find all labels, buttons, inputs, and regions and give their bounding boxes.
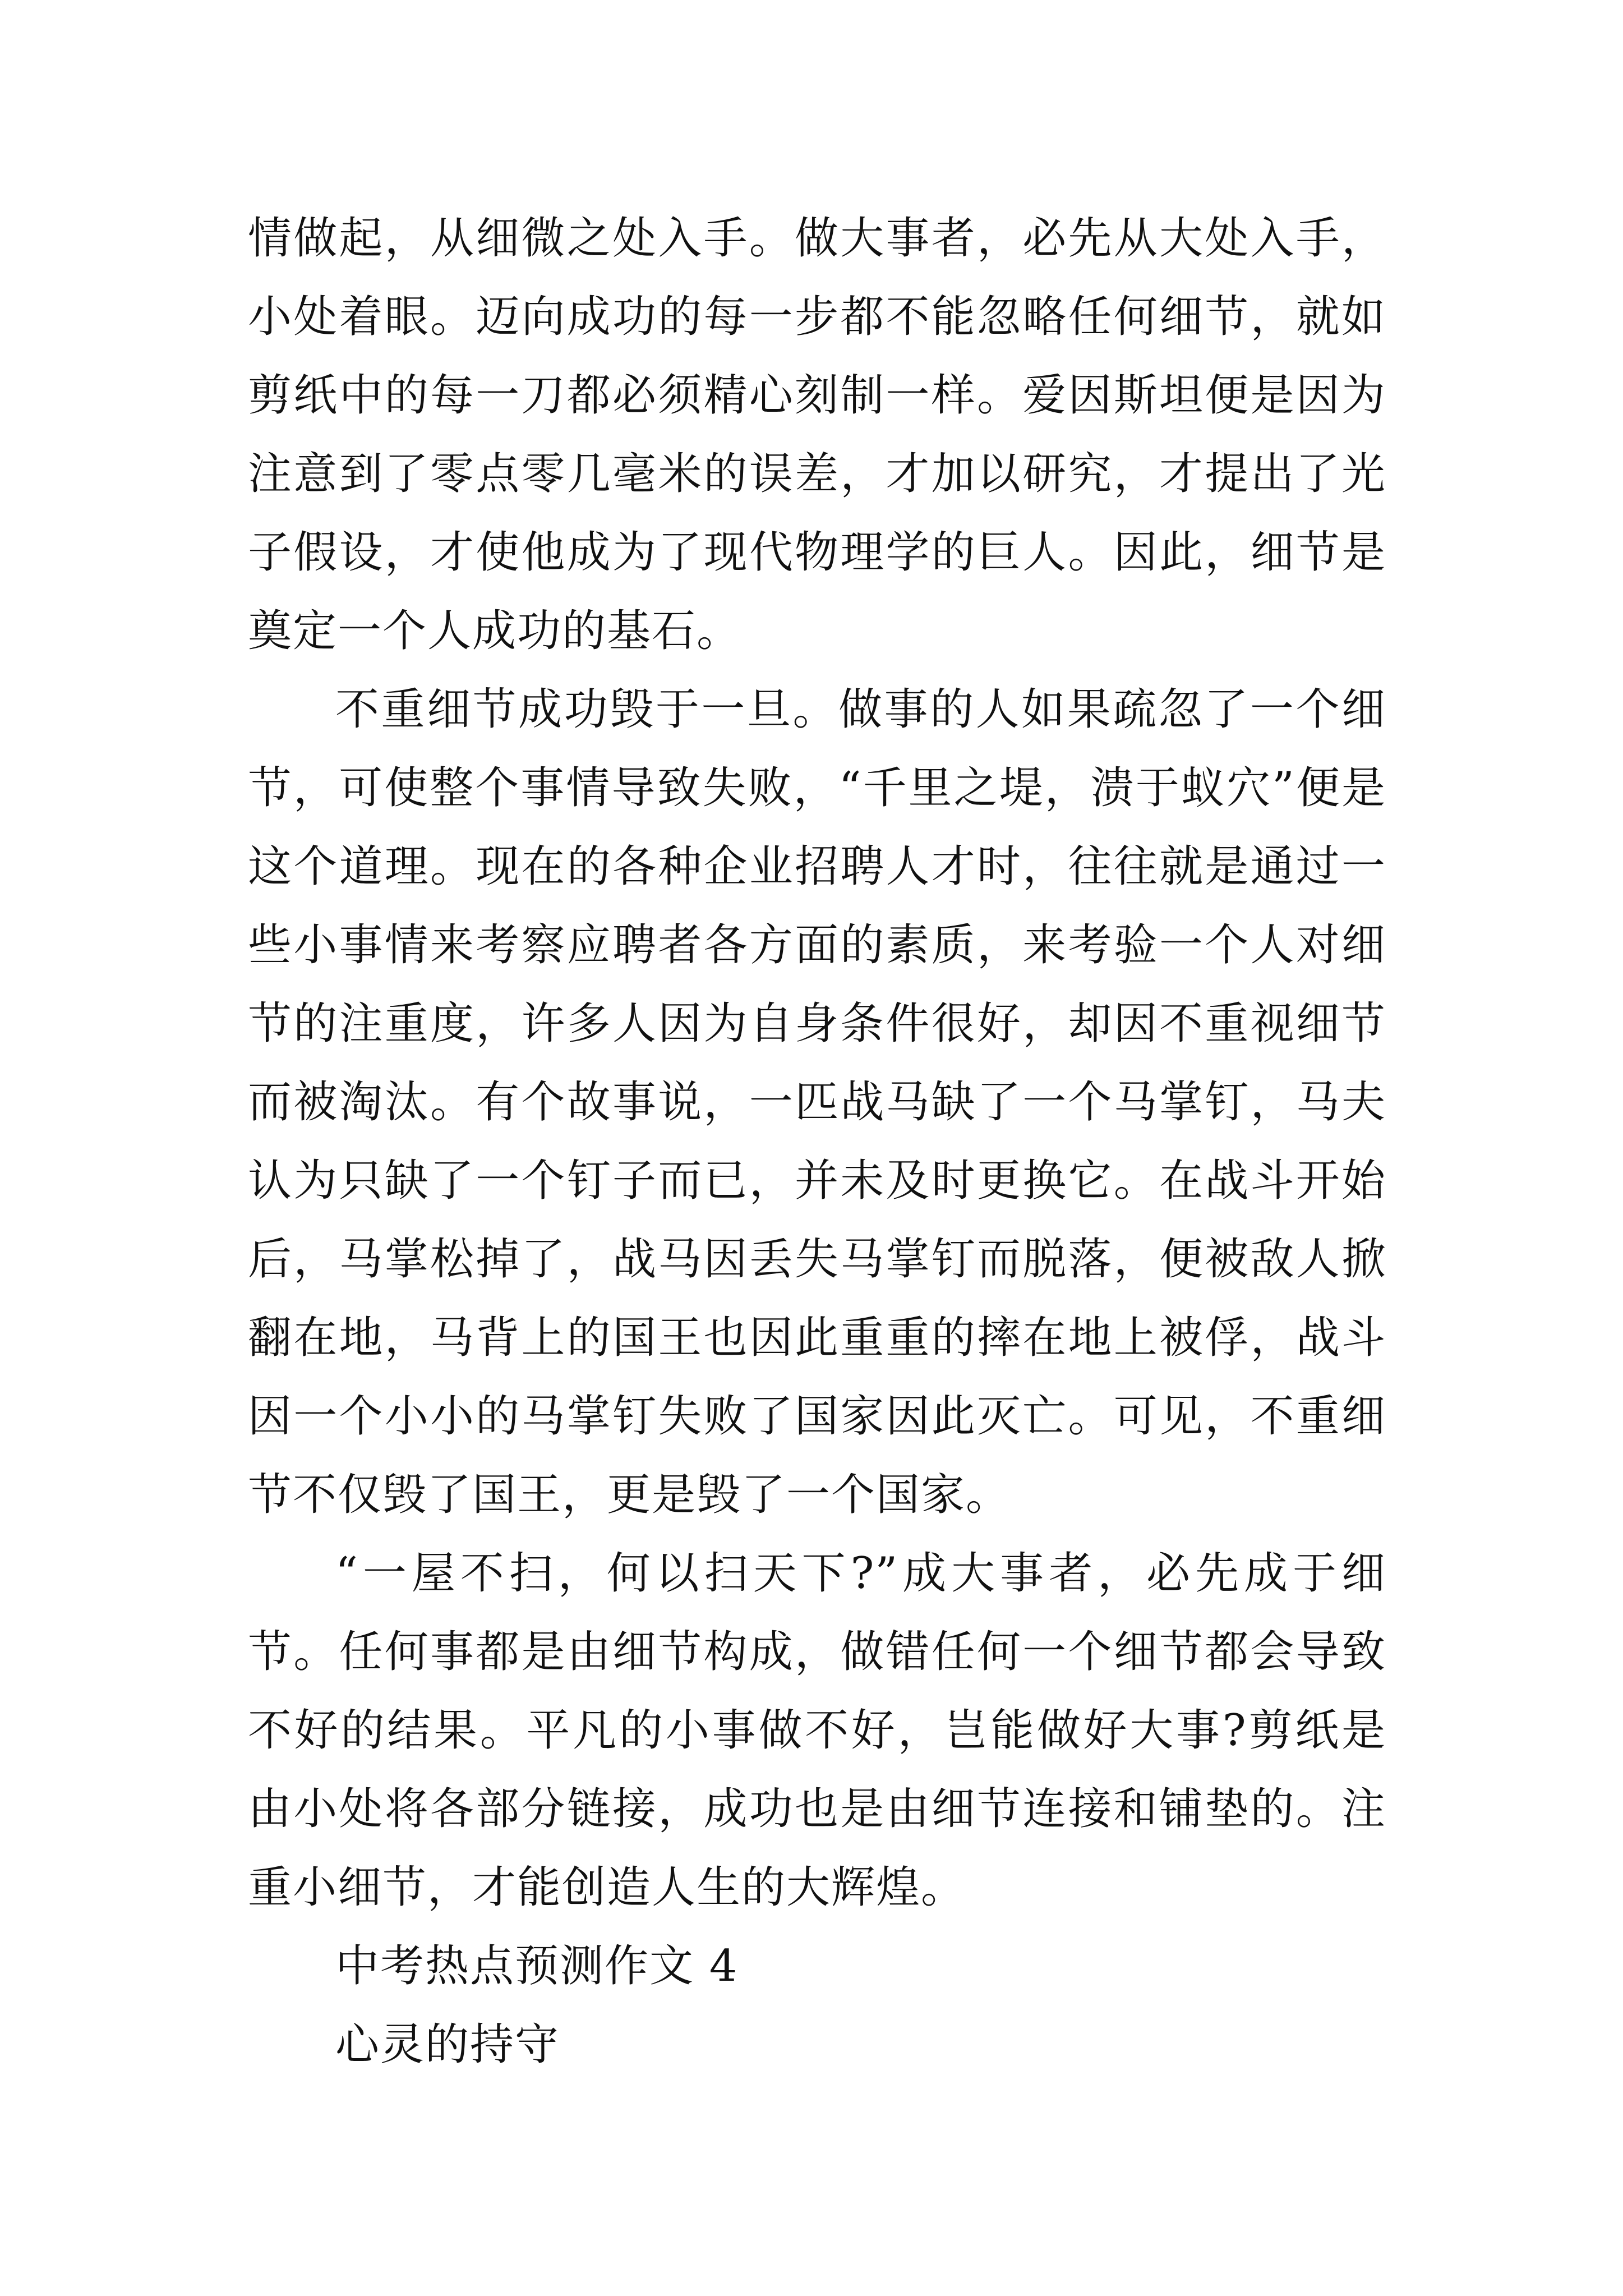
paragraph-1: 情做起，从细微之处入手。做大事者，必先从大处入手，小处着眼。迈向成功的每一步都不能忽略任何细节，就如剪纸中的每一刀都必须精心刻制一样。爱因斯坦便是因为注意到了零点零几毫米的误差，才加以研究，才提出了光子假设，才使他成为了现代物理学的巨人。因此，细节是奠定一个人成功的基石。: [248, 213, 1386, 656]
paragraph-2: 不重细节成功毁于一旦。做事的人如果疏忽了一个细节，可使整个事情导致失败，“千里之堤，溃于蚁穴”便是这个道理。现在的各种企业招聘人才时，往往就是通过一些小事情来考察应聘者各方面的素质，来考验一个人对细节的注重度，许多人因为自身条件很好，却因不重视细节而被淘汰。有个故事说，一匹战马缺了一个马掌钉，马夫认为只缺了一个钉子而已，并未及时更换它。在战斗开始后，马掌松掉了，战马因丢失马掌钉而脱落，便被敌人掀翻在地，马背上的国王也因此重重的摔在地上被俘，战斗因一个小小的马掌钉失败了国家因此灭亡。可见，不重细节不仅毁了国王，更是毁了一个国家。: [248, 684, 1386, 1520]
section-title: 中考热点预测作文 4: [335, 1941, 739, 1991]
paragraph-3: “一屋不扫，何以扫天下?”成大事者，必先成于细节。任何事都是由细节构成，做错任何一个细节都会导致不好的结果。平凡的小事做不好，岂能做好大事?剪纸是由小处将各部分链接，成功也是由细节连接和铺垫的。注重小细节，才能创造人生的大辉煌。: [248, 1548, 1386, 1913]
essay-title: 心灵的持守: [335, 2019, 560, 2070]
document-body: [248, 199, 1386, 2084]
